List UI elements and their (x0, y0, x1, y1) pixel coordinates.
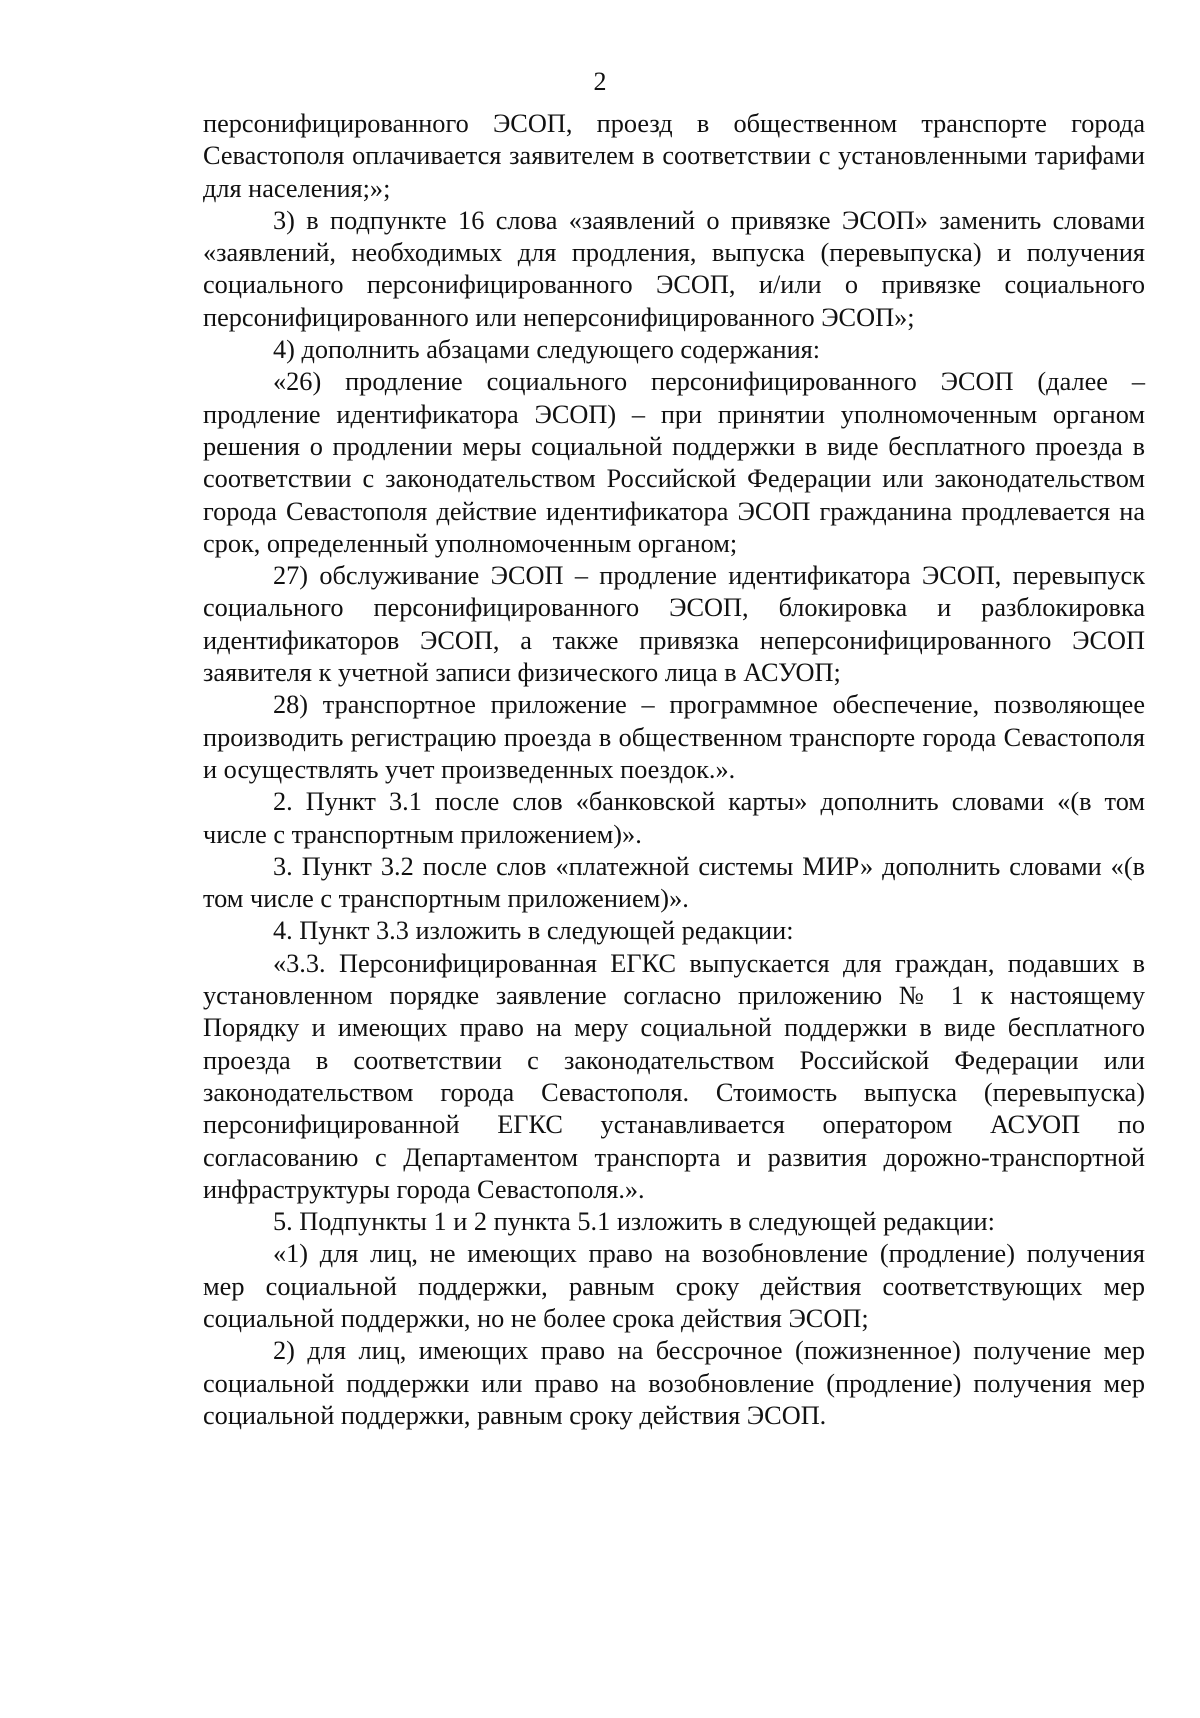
paragraph: 3) в подпункте 16 слова «заявлений о привязке ЭСОП» заменить словами «заявлений, необходимых для продления, выпуска (перевыпуска) и получения социального персонифицированного ЭСОП, и/или о привязке социального персонифицированного или неперсонифицированного ЭСОП»; (203, 205, 1145, 332)
paragraph: «26) продление социального персонифицированного ЭСОП (далее – продление идентификатора ЭСОП) – при принятии уполномоченным органом решения о продлении меры социальной поддержки в виде бесплатного проезда в соответствии с законодательством Российской Федерации или законодательством города Севастополя действие идентификатора ЭСОП гражданина продлевается на срок, определенный уполномоченным органом; (203, 367, 1145, 558)
paragraph: 4. Пункт 3.3 изложить в следующей редакции: (273, 916, 794, 946)
paragraph: 28) транспортное приложение – программное обеспечение, позволяющее производить регистрацию проезда в общественном транспорте города Севастополя и осуществлять учет произведенных поездок.». (203, 690, 1145, 784)
paragraph: «3.3. Персонифицированная ЕГКС выпускается для граждан, подавших в установленном порядке заявление согласно приложению № 1 к настоящему Порядку и имеющих право на меру социальной поддержки в виде бесплатного проезда в соответствии с законодательством Российской Федерации или законодательством города Севастополя. Стоимость выпуска (перевыпуска) персонифицированной ЕГКС устанавливается оператором АСУОП по согласованию с Департаментом транспорта и развития дорожно-транспортной инфраструктуры города Севастополя.». (203, 948, 1145, 1204)
page-number: 2 (593, 67, 607, 96)
paragraph: 4) дополнить абзацами следующего содержания: (273, 335, 821, 365)
document-body (203, 108, 1145, 1432)
paragraph: 3. Пункт 3.2 после слов «платежной системы МИР» дополнить словами «(в том числе с транспортным приложением)». (203, 851, 1145, 914)
paragraph: 2) для лиц, имеющих право на бессрочное (пожизненное) получение мер социальной поддержки или право на возобновление (продление) получения мер социальной поддержки, равным сроку действия ЭСОП. (203, 1336, 1145, 1430)
paragraph: «1) для лиц, не имеющих право на возобновление (продление) получения мер социальной поддержки, равным сроку действия соответствующих мер социальной поддержки, но не более срока действия ЭСОП; (203, 1239, 1145, 1333)
paragraph: 2. Пункт 3.1 после слов «банковской карты» дополнить словами «(в том числе с транспортным приложением)». (203, 787, 1145, 849)
paragraph: персонифицированного ЭСОП, проезд в общественном транспорте города Севастополя оплачивается заявителем в соответствии с установленными тарифами для населения;»; (203, 109, 1145, 203)
paragraph: 27) обслуживание ЭСОП – продление идентификатора ЭСОП, перевыпуск социального персонифицированного ЭСОП, блокировка и разблокировка идентификаторов ЭСОП, а также привязка неперсонифицированного ЭСОП заявителя к учетной записи физического лица в АСУОП; (203, 561, 1145, 688)
paragraph: 5. Подпункты 1 и 2 пункта 5.1 изложить в следующей редакции: (273, 1207, 995, 1237)
